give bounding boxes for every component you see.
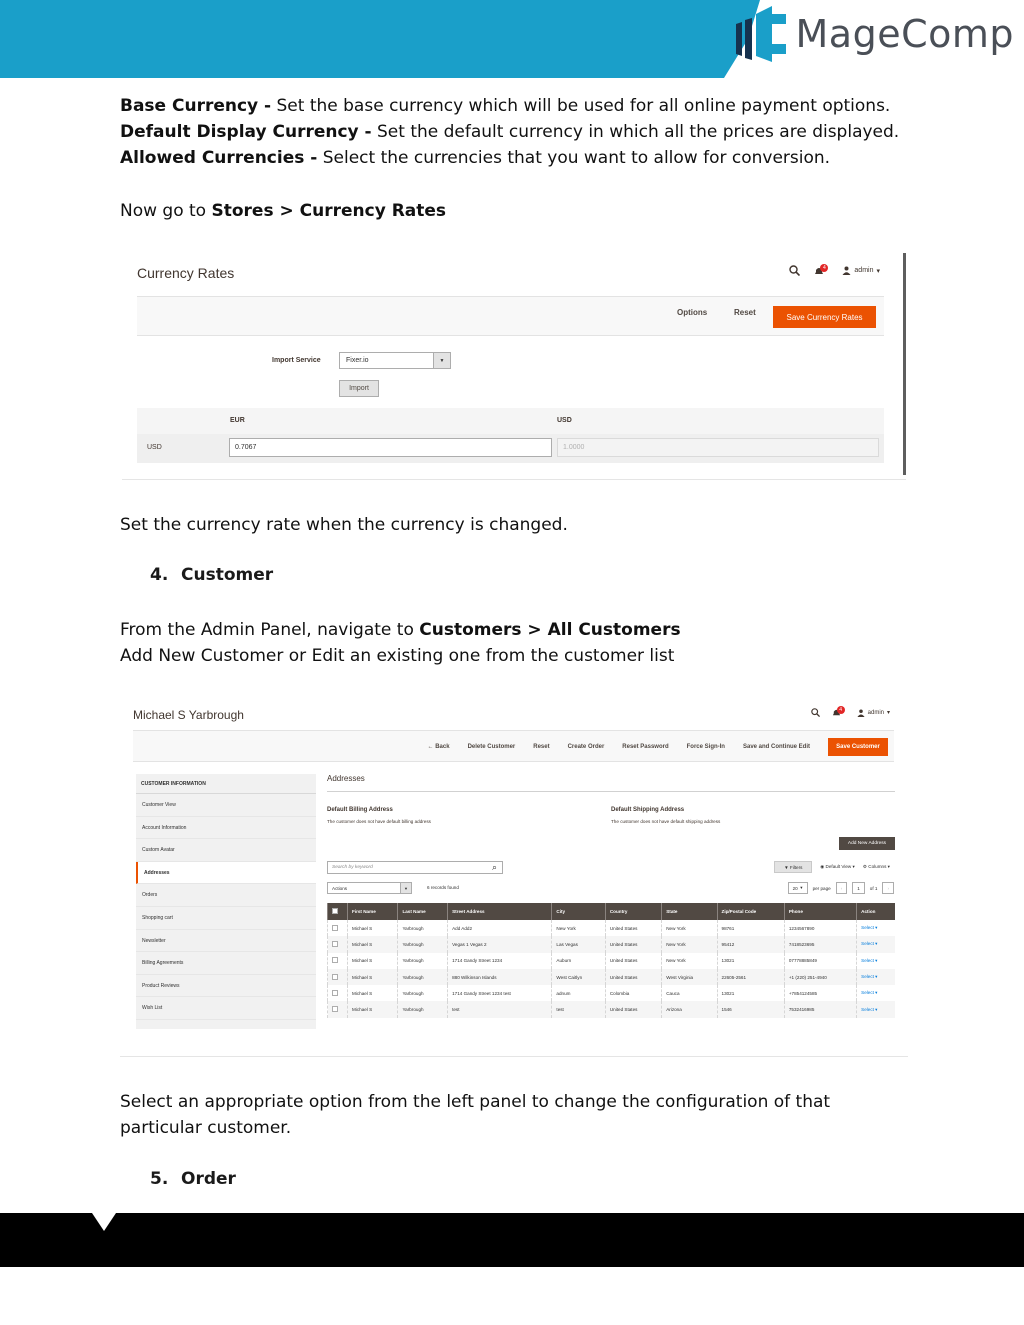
table-cell: Yarbrough bbox=[398, 969, 448, 985]
table-cell: 1714 Gandy Street 1234 test bbox=[448, 985, 552, 1001]
search-icon[interactable] bbox=[811, 708, 820, 717]
table-cell: 1546 bbox=[717, 1001, 784, 1017]
sidebar-item-account-information[interactable]: Account Information bbox=[136, 817, 316, 840]
table-cell: United States bbox=[605, 936, 661, 952]
search-icon[interactable]: ⌕ bbox=[491, 862, 497, 872]
eur-rate-input[interactable]: 0.7067 bbox=[229, 438, 552, 457]
section-title-customer: Customer bbox=[181, 565, 274, 585]
options-button[interactable]: Options bbox=[677, 308, 708, 317]
sidebar-item-orders[interactable]: Orders bbox=[136, 884, 316, 907]
row-checkbox[interactable] bbox=[328, 920, 348, 936]
table-cell: 22605-2561 bbox=[717, 969, 784, 985]
magecomp-logo-icon bbox=[732, 4, 788, 64]
column-header[interactable]: Street Address bbox=[448, 903, 552, 920]
definition-display-currency: Default Display Currency - Set the default currency in which all the prices are displayed. bbox=[120, 122, 900, 142]
definition-allowed-currencies: Allowed Currencies - Select the currencies that you want to allow for conversion. bbox=[120, 148, 831, 168]
grid-tools bbox=[774, 861, 890, 873]
sidebar-item-custom-avatar[interactable]: Custom Avatar bbox=[136, 839, 316, 862]
table-cell: test bbox=[552, 1001, 605, 1017]
table-cell: United States bbox=[605, 1001, 661, 1017]
column-header-eur: EUR bbox=[230, 417, 245, 424]
row-action-select[interactable]: Select ▾ bbox=[857, 985, 895, 1001]
usd-rate-input: 1.0000 bbox=[557, 438, 879, 457]
column-header[interactable]: Last Name bbox=[398, 903, 448, 920]
table-row[interactable] bbox=[328, 953, 896, 969]
table-cell: New York bbox=[662, 936, 717, 952]
row-checkbox[interactable] bbox=[328, 936, 348, 952]
filter-icon: ▼ bbox=[784, 864, 789, 870]
table-cell: Vegas 1 Vegas 2 bbox=[448, 936, 552, 952]
table-cell: Arizona bbox=[662, 1001, 717, 1017]
admin-user-menu[interactable]: admin ▾ bbox=[857, 709, 890, 717]
row-label-usd: USD bbox=[147, 444, 162, 451]
currency-definitions bbox=[120, 93, 920, 171]
chevron-down-icon: ▼ bbox=[400, 883, 411, 893]
column-header[interactable]: Country bbox=[605, 903, 661, 920]
table-cell: Add Add2 bbox=[448, 920, 552, 936]
prev-page-button[interactable]: ‹ bbox=[836, 882, 848, 894]
sidebar-item-customer-view[interactable]: Customer View bbox=[136, 794, 316, 817]
user-icon bbox=[842, 266, 851, 275]
table-cell: 13021 bbox=[717, 985, 784, 1001]
mass-actions-select[interactable]: Actions ▼ bbox=[327, 882, 412, 894]
admin-toolbar bbox=[789, 265, 880, 276]
table-cell: Yarbrough bbox=[398, 985, 448, 1001]
row-checkbox[interactable] bbox=[328, 985, 348, 1001]
table-cell: Michael S bbox=[348, 936, 398, 952]
table-cell: +7854124585 bbox=[784, 985, 856, 1001]
table-cell: Yarbrough bbox=[398, 920, 448, 936]
table-row[interactable] bbox=[328, 985, 896, 1001]
customer-information-sidebar bbox=[136, 774, 316, 1029]
row-checkbox[interactable] bbox=[328, 953, 348, 969]
table-row bbox=[137, 434, 884, 463]
eye-icon: ◉ bbox=[820, 864, 825, 869]
table-cell: 95412 bbox=[717, 936, 784, 952]
gear-icon: ⚙ bbox=[862, 864, 867, 869]
column-header[interactable]: Zip/Postal Code bbox=[717, 903, 784, 920]
admin-toolbar bbox=[811, 708, 890, 717]
currency-rate-note: Set the currency rate when the currency is changed. bbox=[120, 515, 568, 535]
sidebar-item-shopping-cart[interactable]: Shopping cart bbox=[136, 907, 316, 930]
sidebar-item-newsletter[interactable]: Newsletter bbox=[136, 930, 316, 953]
reset-password-button[interactable]: Reset Password bbox=[622, 744, 669, 750]
table-cell: Michael S bbox=[348, 969, 398, 985]
table-cell: 7532416985 bbox=[784, 1001, 856, 1017]
row-checkbox[interactable] bbox=[328, 969, 348, 985]
definition-base-currency: Base Currency - Set the base currency which will be used for all online payment options. bbox=[120, 96, 891, 116]
section-number-5: 5. bbox=[150, 1169, 169, 1189]
chevron-down-icon: ▼ bbox=[433, 353, 450, 368]
currency-rates-screenshot bbox=[122, 253, 906, 480]
table-cell: adnum bbox=[552, 985, 605, 1001]
page-title: Currency Rates bbox=[137, 265, 235, 281]
sidebar-item-billing-agreements[interactable]: Billing Agreements bbox=[136, 952, 316, 975]
row-checkbox[interactable] bbox=[328, 1001, 348, 1017]
currency-rates-table bbox=[137, 408, 884, 463]
footer-notch bbox=[92, 1213, 116, 1231]
admin-user-menu[interactable]: admin ▾ bbox=[842, 266, 880, 275]
sidebar-item-product-reviews[interactable]: Product Reviews bbox=[136, 975, 316, 998]
search-icon[interactable] bbox=[789, 265, 800, 276]
table-cell: New York bbox=[552, 920, 605, 936]
pagination: 20 ▾ per page ‹ 1 of 1 › bbox=[788, 882, 894, 894]
table-cell: Michael S bbox=[348, 985, 398, 1001]
page-actions-bar bbox=[137, 296, 884, 336]
row-action-select[interactable]: Select ▾ bbox=[857, 969, 895, 985]
goto-instruction: Now go to Stores > Currency Rates bbox=[120, 201, 447, 221]
magecomp-logo bbox=[732, 4, 1015, 64]
import-button[interactable]: Import bbox=[339, 380, 379, 397]
table-row[interactable] bbox=[328, 969, 896, 985]
import-service-label: Import Service bbox=[272, 357, 321, 364]
sidebar-item-addresses[interactable]: Addresses bbox=[136, 862, 316, 885]
table-cell: Colombia bbox=[605, 985, 661, 1001]
table-cell: United States bbox=[605, 953, 661, 969]
select-all-checkbox[interactable] bbox=[328, 903, 348, 920]
column-header[interactable]: First Name bbox=[348, 903, 398, 920]
addresses-grid bbox=[327, 903, 895, 1018]
default-billing-address: Default Billing Address The customer does not have default billing address bbox=[327, 807, 431, 824]
force-sign-in-button[interactable]: Force Sign-In bbox=[686, 744, 725, 750]
create-order-button[interactable]: Create Order bbox=[567, 744, 605, 750]
page-actions-bar bbox=[133, 730, 894, 762]
save-customer-button[interactable]: Save Customer bbox=[828, 738, 888, 756]
table-cell: West Virginia bbox=[662, 969, 717, 985]
section-title-addresses: Addresses bbox=[327, 774, 895, 792]
table-cell: New York bbox=[662, 920, 717, 936]
customer-edit-screenshot bbox=[120, 697, 908, 1057]
column-header-usd: USD bbox=[557, 417, 572, 424]
sidebar-item-wish-list[interactable]: Wish List bbox=[136, 997, 316, 1020]
column-header[interactable]: State bbox=[662, 903, 717, 920]
footer-band bbox=[0, 1213, 1024, 1267]
table-cell: 1234567890 bbox=[784, 920, 856, 936]
table-cell: Yarbrough bbox=[398, 936, 448, 952]
page-actions bbox=[428, 738, 888, 756]
row-action-select[interactable]: Select ▾ bbox=[857, 920, 895, 936]
table-cell: Michael S bbox=[348, 920, 398, 936]
brand-name: MageComp bbox=[795, 12, 1014, 56]
default-view-dropdown[interactable]: ◉ Default View ▾ bbox=[820, 864, 855, 869]
table-cell: Michael S bbox=[348, 1001, 398, 1017]
table-cell: Michael S bbox=[348, 953, 398, 969]
default-shipping-address: Default Shipping Address The customer does not have default shipping address bbox=[611, 807, 721, 824]
addresses-panel bbox=[327, 774, 895, 1013]
reset-button[interactable]: Reset bbox=[533, 744, 550, 750]
section-number-4: 4. bbox=[150, 565, 169, 585]
records-count: 6 records found bbox=[427, 885, 459, 890]
save-and-continue-button[interactable]: Save and Continue Edit bbox=[742, 744, 810, 750]
table-cell: 13021 bbox=[717, 953, 784, 969]
table-cell: Yarbrough bbox=[398, 1001, 448, 1017]
page-title: Michael S Yarbrough bbox=[133, 708, 244, 722]
table-cell: 1714 Gandy Street 1234 bbox=[448, 953, 552, 969]
column-header[interactable]: City bbox=[552, 903, 605, 920]
columns-dropdown[interactable]: ⚙ Columns ▾ bbox=[862, 864, 890, 869]
back-button[interactable]: ← Back bbox=[427, 744, 450, 750]
notification-bell-icon[interactable] bbox=[832, 708, 845, 717]
scrollbar bbox=[903, 253, 906, 475]
table-cell: 07778885849 bbox=[784, 953, 856, 969]
table-cell: New York bbox=[662, 953, 717, 969]
import-service-select[interactable]: Fixer.io ▼ bbox=[339, 352, 451, 369]
navigate-instruction: From the Admin Panel, navigate to Customers > All Customers Add New Customer or Edit an existing one from the customer list bbox=[120, 620, 681, 666]
table-cell: Las Vegas bbox=[552, 936, 605, 952]
sidebar-note: Select an appropriate option from the left panel to change the configuration of that particular customer. bbox=[120, 1092, 831, 1138]
save-currency-rates-button[interactable]: Save Currency Rates bbox=[773, 306, 876, 328]
table-cell: Yarbrough bbox=[398, 953, 448, 969]
filters-button[interactable]: ▼ Filters bbox=[774, 861, 812, 873]
table-row[interactable] bbox=[328, 936, 896, 952]
row-action-select[interactable]: Select ▾ bbox=[857, 936, 895, 952]
table-cell: 7418523695 bbox=[784, 936, 856, 952]
column-header[interactable]: Phone bbox=[784, 903, 856, 920]
table-cell: United States bbox=[605, 969, 661, 985]
table-row[interactable] bbox=[328, 920, 896, 936]
row-action-select[interactable]: Select ▾ bbox=[857, 953, 895, 969]
row-action-select[interactable]: Select ▾ bbox=[857, 1001, 895, 1017]
next-page-button[interactable]: › bbox=[882, 882, 894, 894]
table-cell: 98761 bbox=[717, 920, 784, 936]
add-new-address-button[interactable]: Add New Address bbox=[839, 837, 895, 850]
notification-bell-icon[interactable] bbox=[814, 266, 828, 276]
table-cell: West Caitlyn bbox=[552, 969, 605, 985]
sidebar-header: CUSTOMER INFORMATION bbox=[136, 774, 316, 794]
table-cell: Cauca bbox=[662, 985, 717, 1001]
table-row[interactable] bbox=[328, 1001, 896, 1017]
table-cell: Auburn bbox=[552, 953, 605, 969]
table-cell: test bbox=[448, 1001, 552, 1017]
section-title-order: Order bbox=[181, 1169, 236, 1189]
table-cell: 880 Wilkinson Islands bbox=[448, 969, 552, 985]
table-cell: United States bbox=[605, 920, 661, 936]
search-input[interactable]: Search by keyword ⌕ bbox=[327, 861, 503, 874]
per-page-select[interactable]: 20 ▾ bbox=[788, 882, 808, 894]
reset-button[interactable]: Reset bbox=[734, 308, 756, 317]
page-number-input[interactable]: 1 bbox=[852, 882, 865, 894]
notification-badge: 4 bbox=[837, 706, 845, 714]
notification-badge: 4 bbox=[820, 264, 828, 272]
table-cell: +1 (220) 251-4940 bbox=[784, 969, 856, 985]
delete-customer-button[interactable]: Delete Customer bbox=[467, 744, 516, 750]
column-header: Action bbox=[857, 903, 895, 920]
user-icon bbox=[857, 709, 865, 717]
